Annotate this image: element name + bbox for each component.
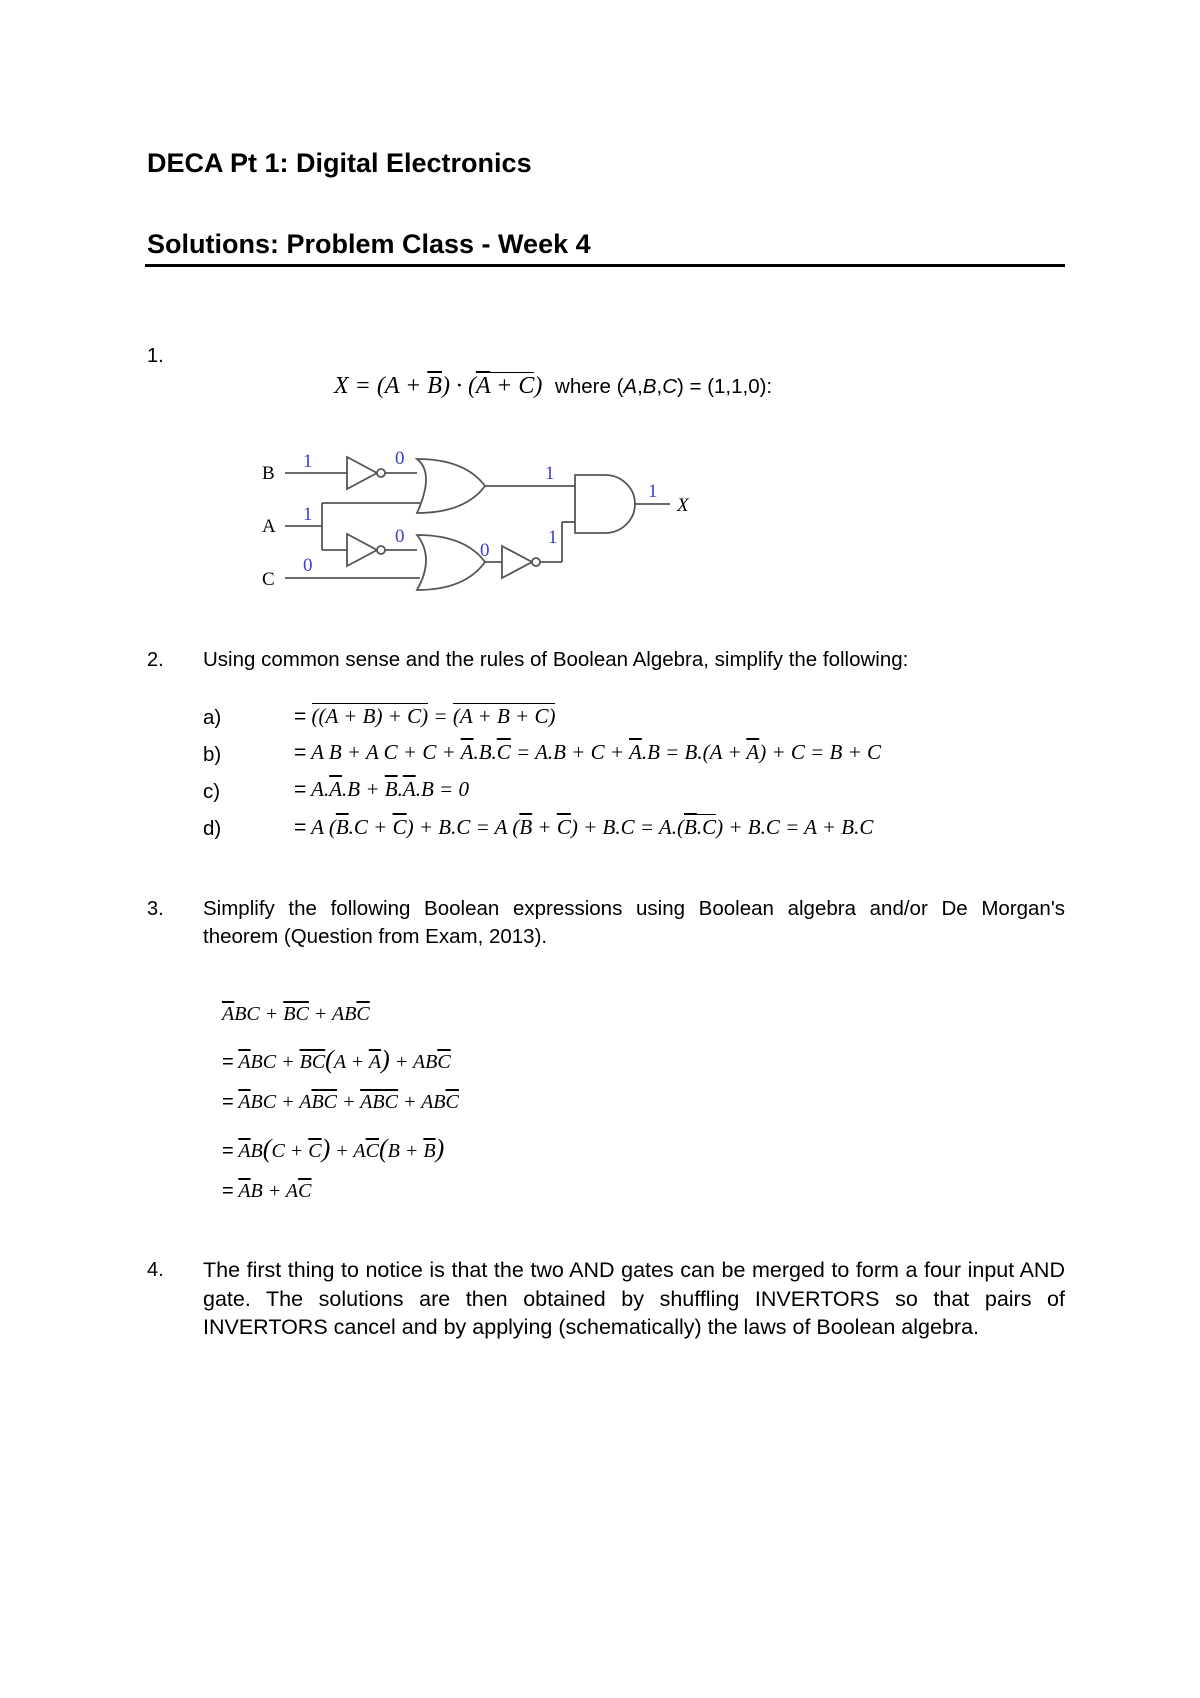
value-and-out: 1 — [648, 481, 658, 502]
q2-part-c-label: c) — [203, 780, 221, 803]
value-a-not: 0 — [395, 526, 405, 547]
output-label-x: X — [677, 495, 689, 516]
input-label-a: A — [262, 516, 276, 537]
q3-deriv-line-2: = $\overline{A}BC + \overline{BC}(A + \overline{A}) + AB\overline{C}$ — [222, 1045, 451, 1074]
q3-number: 3. — [147, 898, 164, 920]
header-rule — [145, 264, 1065, 267]
q2-number: 2. — [147, 649, 164, 671]
q4-number: 4. — [147, 1259, 164, 1281]
q2-part-c-expr: = $A.\overline{A}.B + \overline{B}.\overline{A}.B = 0$ — [294, 777, 469, 801]
value-or1-out: 1 — [545, 463, 555, 484]
q2-part-d-label: d) — [203, 817, 222, 840]
q2-part-b-expr: = A B + A $C + C + \overline{A}.B.\overline{C} = A.B + C + \overline{A}.B = B.(A + \overline{A}) + C = B + C$ — [294, 740, 882, 764]
q2-part-d-expr: = A $(\overline{B}.C + \overline{C}) + B.C = A$ $(\overline{B} + \overline{C}) + B.C = A.(\overline{B}.C) + B.C = A + B.C$ — [294, 815, 874, 839]
input-label-c: C — [262, 569, 275, 590]
q4-text: The first thing to notice is that the two AND gates can be merged to form a four input AND gate. The solutions are then obtained by shuffling INVERTORS so that pairs of INVERTORS cancel and by applying (schematically) the laws of Boolean algebra. — [203, 1258, 1065, 1339]
q2-part-a-label: a) — [203, 706, 222, 729]
q3-deriv-line-5: = $\overline{A}B + A\overline{C}$ — [222, 1180, 312, 1202]
q3-deriv-line-3: = $\overline{A}BC + A\overline{BC} + \overline{ABC} + AB\overline{C}$ — [222, 1091, 459, 1113]
value-b-in: 1 — [303, 451, 313, 472]
value-b-not: 0 — [395, 448, 405, 469]
value-or2-out: 0 — [480, 540, 490, 561]
page-subtitle: Solutions: Problem Class - Week 4 — [147, 229, 591, 259]
q2-part-a-expr: = ((A + B) + C) = (A + B + C) — [294, 704, 556, 728]
q2-part-b-label: b) — [203, 743, 222, 766]
value-not3-out: 1 — [548, 527, 558, 548]
input-label-b: B — [262, 463, 275, 484]
page-title: DECA Pt 1: Digital Electronics — [147, 148, 532, 178]
q1-number: 1. — [147, 345, 164, 367]
logic-circuit-diagram — [240, 430, 760, 610]
q3-text: Simplify the following Boolean expressions using Boolean algebra and/or De Morgan's theorem (Question from Exam, 2013). — [203, 897, 1065, 948]
q2-text: Using common sense and the rules of Boolean Algebra, simplify the following: — [203, 648, 909, 671]
q3-deriv-line-4: = $\overline{A}B(C + \overline{C}) + A\overline{C}(B + \overline{B})$ — [222, 1134, 445, 1163]
q1-expression: $X = (A + \overline{B}) \cdot (\overline{A} + C)$ where (A,B,C) = (1,1,0): — [334, 373, 773, 399]
value-a-in: 1 — [303, 504, 313, 525]
value-c-in: 0 — [303, 555, 313, 576]
q3-deriv-line-1: $\overline{A}BC + \overline{BC} + AB\overline{C}$ — [222, 1003, 370, 1025]
